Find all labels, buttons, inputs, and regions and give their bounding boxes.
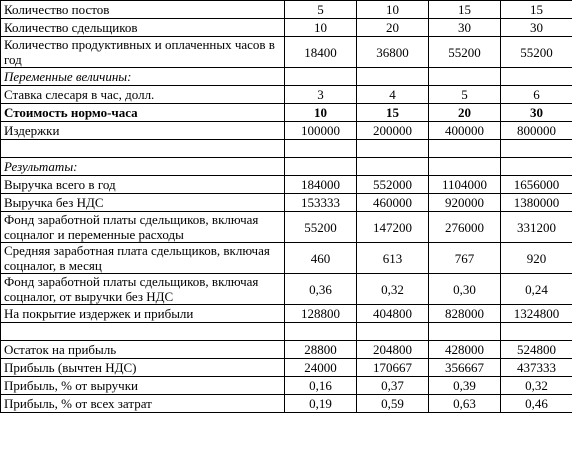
empty-cell: [501, 158, 572, 176]
row-label: Стоимость нормо-часа: [1, 104, 285, 122]
value-cell: 10: [285, 19, 357, 37]
empty-cell: [501, 68, 572, 86]
row-label: Выручка всего в год: [1, 176, 285, 194]
empty-cell: [429, 68, 501, 86]
empty-cell: [429, 323, 501, 341]
empty-cell: [357, 140, 429, 158]
value-cell: 1104000: [429, 176, 501, 194]
value-cell: 524800: [501, 341, 572, 359]
table-row: [1, 395, 572, 413]
value-cell: 0,32: [501, 377, 572, 395]
value-cell: 1324800: [501, 305, 572, 323]
value-cell: 20: [429, 104, 501, 122]
empty-cell: [429, 140, 501, 158]
value-cell: 0,16: [285, 377, 357, 395]
value-cell: 0,32: [357, 274, 429, 305]
row-label: Количество постов: [1, 1, 285, 19]
value-cell: 552000: [357, 176, 429, 194]
table-row: [1, 305, 572, 323]
table-row: [1, 359, 572, 377]
value-cell: 24000: [285, 359, 357, 377]
empty-cell: [357, 68, 429, 86]
row-label: На покрытие издержек и прибыли: [1, 305, 285, 323]
value-cell: 0,59: [357, 395, 429, 413]
table-row: [1, 1, 572, 19]
value-cell: 1656000: [501, 176, 572, 194]
value-cell: 460: [285, 243, 357, 274]
value-cell: 331200: [501, 212, 572, 243]
value-cell: 3: [285, 86, 357, 104]
value-cell: 0,36: [285, 274, 357, 305]
value-cell: 100000: [285, 122, 357, 140]
row-label: Прибыль, % от всех затрат: [1, 395, 285, 413]
value-cell: 400000: [429, 122, 501, 140]
table-row: [1, 86, 572, 104]
value-cell: 20: [357, 19, 429, 37]
value-cell: 0,24: [501, 274, 572, 305]
value-cell: 0,39: [429, 377, 501, 395]
value-cell: 5: [285, 1, 357, 19]
value-cell: 15: [357, 104, 429, 122]
value-cell: 613: [357, 243, 429, 274]
value-cell: 147200: [357, 212, 429, 243]
value-cell: 10: [285, 104, 357, 122]
value-cell: 0,19: [285, 395, 357, 413]
empty-cell: [285, 158, 357, 176]
value-cell: 18400: [285, 37, 357, 68]
value-cell: 0,37: [357, 377, 429, 395]
empty-cell: [357, 323, 429, 341]
empty-cell: [285, 323, 357, 341]
section-header-row: [1, 68, 572, 86]
row-label: Количество сдельщиков: [1, 19, 285, 37]
value-cell: 30: [501, 104, 572, 122]
table-body: [1, 1, 572, 413]
table-row: [1, 104, 572, 122]
row-label: Средняя заработная плата сдельщиков, включая соцналог, в месяц: [1, 243, 285, 274]
value-cell: 153333: [285, 194, 357, 212]
section-header-row: [1, 158, 572, 176]
value-cell: 5: [429, 86, 501, 104]
value-cell: 36800: [357, 37, 429, 68]
value-cell: 0,63: [429, 395, 501, 413]
row-label: Фонд заработной платы сдельщиков, включая соцналог и переменные расходы: [1, 212, 285, 243]
table-row: [1, 176, 572, 194]
value-cell: 4: [357, 86, 429, 104]
row-label: Фонд заработной платы сдельщиков, включая соцналог, от выручки без НДС: [1, 274, 285, 305]
table-row: [1, 122, 572, 140]
row-label: Издержки: [1, 122, 285, 140]
empty-cell: [1, 323, 285, 341]
value-cell: 356667: [429, 359, 501, 377]
table-row: [1, 274, 572, 305]
value-cell: 0,46: [501, 395, 572, 413]
row-label: Ставка слесаря в час, долл.: [1, 86, 285, 104]
empty-cell: [285, 140, 357, 158]
row-label: Количество продуктивных и оплаченных часов в год: [1, 37, 285, 68]
value-cell: 28800: [285, 341, 357, 359]
value-cell: 200000: [357, 122, 429, 140]
value-cell: 0,30: [429, 274, 501, 305]
value-cell: 184000: [285, 176, 357, 194]
row-label: Прибыль (вычтен НДС): [1, 359, 285, 377]
empty-cell: [429, 158, 501, 176]
value-cell: 767: [429, 243, 501, 274]
value-cell: 170667: [357, 359, 429, 377]
empty-cell: [501, 140, 572, 158]
section-title: Переменные величины:: [1, 68, 285, 86]
spacer-row: [1, 140, 572, 158]
empty-cell: [1, 140, 285, 158]
row-label: Прибыль, % от выручки: [1, 377, 285, 395]
value-cell: 15: [501, 1, 572, 19]
table-row: [1, 19, 572, 37]
value-cell: 828000: [429, 305, 501, 323]
empty-cell: [501, 323, 572, 341]
value-cell: 404800: [357, 305, 429, 323]
value-cell: 128800: [285, 305, 357, 323]
table-row: [1, 243, 572, 274]
value-cell: 30: [501, 19, 572, 37]
value-cell: 920000: [429, 194, 501, 212]
value-cell: 55200: [501, 37, 572, 68]
value-cell: 920: [501, 243, 572, 274]
value-cell: 55200: [285, 212, 357, 243]
value-cell: 428000: [429, 341, 501, 359]
table-row: [1, 212, 572, 243]
empty-cell: [357, 158, 429, 176]
value-cell: 30: [429, 19, 501, 37]
value-cell: 276000: [429, 212, 501, 243]
value-cell: 6: [501, 86, 572, 104]
value-cell: 55200: [429, 37, 501, 68]
empty-cell: [285, 68, 357, 86]
table-row: [1, 341, 572, 359]
value-cell: 204800: [357, 341, 429, 359]
row-label: Выручка без НДС: [1, 194, 285, 212]
table-row: [1, 194, 572, 212]
value-cell: 10: [357, 1, 429, 19]
value-cell: 15: [429, 1, 501, 19]
value-cell: 437333: [501, 359, 572, 377]
value-cell: 460000: [357, 194, 429, 212]
value-cell: 800000: [501, 122, 572, 140]
table-row: [1, 37, 572, 68]
value-cell: 1380000: [501, 194, 572, 212]
section-title: Результаты:: [1, 158, 285, 176]
table-row: [1, 377, 572, 395]
spacer-row: [1, 323, 572, 341]
row-label: Остаток на прибыль: [1, 341, 285, 359]
